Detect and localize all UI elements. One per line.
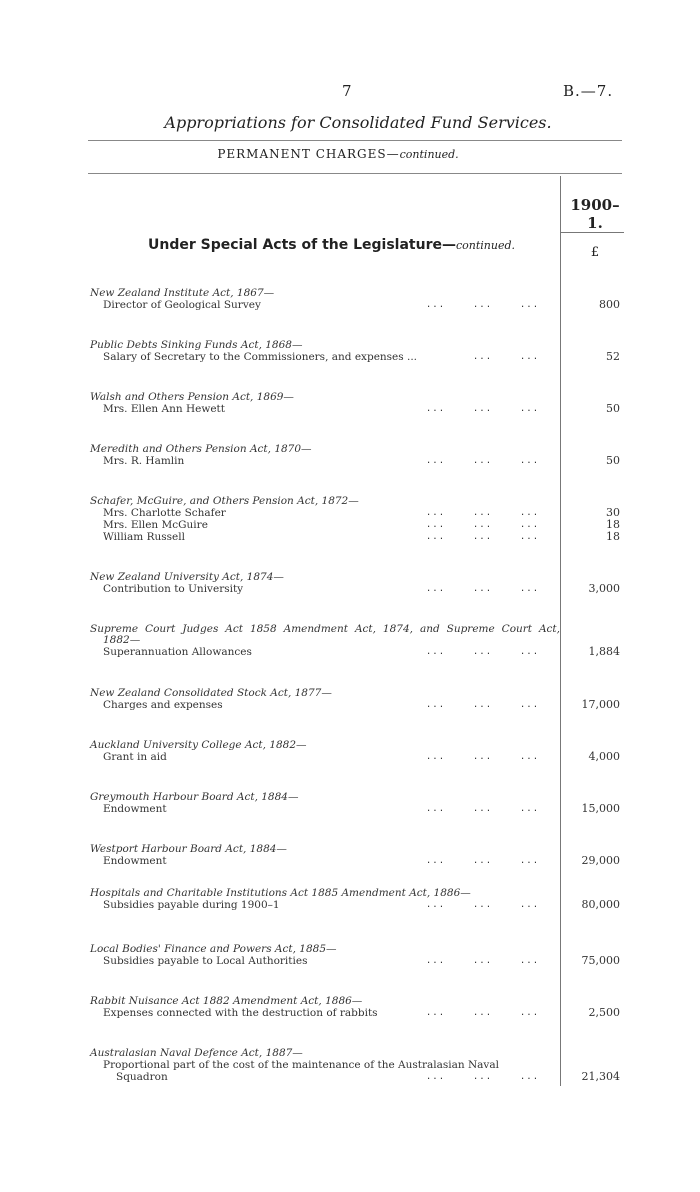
leader-dot-group: ... [425,647,446,657]
leader-dot-group: ... [519,584,540,594]
leader-dot-group: ... [519,900,540,910]
leader-dot-group: ... [519,300,540,310]
leader-dot-group: ... [472,404,493,414]
appropriation-entry [90,943,620,967]
amount-value: 52 [606,350,620,363]
leader-dot-group: ... [425,532,446,542]
appropriation-entry [90,887,620,911]
leader-dot-group: ... [519,856,540,866]
leader-dots [412,1071,554,1083]
item-label: Salary of Secretary to the Commissioners, and expenses ... [103,351,418,363]
leader-dots [412,803,554,815]
act-title: New Zealand Institute Act, 1867— [90,287,275,299]
leader-dot-group: ... [425,856,446,866]
appropriation-entry [90,995,620,1019]
leader-dots [412,955,554,967]
item-row [90,802,620,815]
item-label: Director of Geological Survey [103,299,261,311]
item-label: Mrs. Ellen Ann Hewett [103,403,225,415]
item-label: Subsidies payable to Local Authorities [103,955,308,967]
leader-dot-group: ... [425,804,446,814]
leader-dot-group: ... [472,804,493,814]
leader-dot-group: ... [472,856,493,866]
leader-dots [412,531,554,543]
item-row [90,402,620,415]
page-title: Appropriations for Consolidated Fund Services. [164,113,552,132]
section-heading [148,237,515,253]
leader-dots [412,507,554,519]
leader-dot-group: ... [519,520,540,530]
leader-dot-group: ... [472,456,493,466]
leader-dot-group: ... [519,700,540,710]
leader-dot-group: ... [472,352,493,362]
item-label: Mrs. Ellen McGuire [103,519,208,531]
item-label: Grant in aid [103,751,167,763]
item-row [90,350,620,363]
document-reference: B.—7. [563,82,614,100]
act-title: Auckland University College Act, 1882— [90,739,307,751]
amount-value: 80,000 [581,898,620,911]
leader-dot-group: ... [425,508,446,518]
leader-dots [412,699,554,711]
amount-value: 75,000 [581,954,620,967]
leader-dots [412,455,554,467]
amount-value: 2,500 [588,1006,620,1019]
leader-dots [412,299,554,311]
appropriation-entry [90,623,620,658]
amount-value: 3,000 [588,582,620,595]
act-title: Rabbit Nuisance Act 1882 Amendment Act, 1886— [90,995,363,1007]
leader-dot-group: ... [472,752,493,762]
item-row [90,750,620,763]
leader-dot-group: ... [472,900,493,910]
item-row [90,298,620,311]
appropriation-entry [90,843,620,867]
item-row [90,582,620,595]
act-title: Greymouth Harbour Board Act, 1884— [90,791,299,803]
amount-value: 18 [606,530,620,543]
amount-value: 29,000 [581,854,620,867]
item-label: Endowment [103,803,167,815]
act-title: Westport Harbour Board Act, 1884— [90,843,287,855]
appropriation-entry [90,791,620,815]
leader-dots [412,519,554,531]
act-title: Hospitals and Charitable Institutions Act 1885 Amendment Act, 1886— [90,887,471,899]
subtitle-main: PERMANENT CHARGES— [217,147,400,161]
amount-value: 800 [599,298,620,311]
subtitle-continued: continued. [399,148,459,161]
leader-dot-group: ... [519,752,540,762]
act-title: New Zealand Consolidated Stock Act, 1877— [90,687,332,699]
leader-dot-group: ... [425,700,446,710]
act-title: Public Debts Sinking Funds Act, 1868— [90,339,303,351]
item-row [90,506,620,519]
leader-dot-group: ... [425,900,446,910]
act-title: Supreme Court Judges Act 1858 Amendment Act, 1874, and Supreme Court Act, [90,623,560,635]
leader-dots [412,751,554,763]
currency-unit: £ [590,245,600,260]
appropriation-entry [90,443,620,467]
item-label: Superannuation Allowances [103,646,252,658]
leader-dot-group: ... [425,584,446,594]
leader-dot-group: ... [472,1072,493,1082]
item-row [90,1070,620,1083]
leader-dot-group: ... [472,647,493,657]
item-row [90,454,620,467]
leader-dot-group: ... [425,520,446,530]
appropriation-entry [90,1047,620,1083]
item-label: Endowment [103,855,167,867]
appropriation-entry [90,687,620,711]
appropriation-entry [90,339,620,363]
year-column-header: 1900–1. [570,196,620,232]
amount-value: 21,304 [581,1070,620,1083]
leader-dot-group: ... [519,456,540,466]
year-column-rule [561,232,624,233]
item-label: Subsidies payable during 1900–1 [103,899,280,911]
item-row [90,954,620,967]
leader-dot-group: ... [425,300,446,310]
leader-dot-group: ... [425,956,446,966]
amount-value: 1,884 [588,645,620,658]
leader-dot-group: ... [519,1072,540,1082]
leader-dots [412,1007,554,1019]
item-label: Squadron [116,1071,168,1083]
leader-dot-group: ... [519,508,540,518]
item-row [90,530,620,543]
leader-dots [412,855,554,867]
appropriation-entry [90,391,620,415]
item-label: Mrs. R. Hamlin [103,455,185,467]
act-title: Meredith and Others Pension Act, 1870— [90,443,312,455]
item-row [90,698,620,711]
leader-dots [459,351,554,363]
amount-value: 18 [606,518,620,531]
act-title: Australasian Naval Defence Act, 1887— [90,1047,303,1059]
appropriation-entry [90,571,620,595]
item-label: Mrs. Charlotte Schafer [103,507,226,519]
item-description: Proportional part of the cost of the maintenance of the Australasian Naval [103,1059,499,1071]
leader-dot-group: ... [519,956,540,966]
item-row [90,645,620,658]
column-divider [560,176,561,1086]
leader-dot-group: ... [519,804,540,814]
leader-dots [412,583,554,595]
leader-dot-group: ... [472,532,493,542]
amount-value: 15,000 [581,802,620,815]
act-title: Local Bodies' Finance and Powers Act, 1885— [90,943,337,955]
item-label: William Russell [103,531,185,543]
leader-dot-group: ... [519,1008,540,1018]
item-row [90,1006,620,1019]
page-number: 7 [342,82,352,100]
item-row [90,854,620,867]
amount-value: 4,000 [588,750,620,763]
title-rule [88,140,622,141]
leader-dot-group: ... [425,1072,446,1082]
leader-dots [412,646,554,658]
leader-dots [412,899,554,911]
amount-value: 50 [606,402,620,415]
leader-dot-group: ... [472,1008,493,1018]
act-title: Schafer, McGuire, and Others Pension Act, 1872— [90,495,359,507]
amount-value: 17,000 [581,698,620,711]
amount-value: 50 [606,454,620,467]
appropriation-entry [90,739,620,763]
leader-dot-group: ... [519,352,540,362]
item-label: Charges and expenses [103,699,223,711]
leader-dot-group: ... [472,584,493,594]
leader-dot-group: ... [425,1008,446,1018]
act-title-continued: 1882— [103,634,141,646]
amount-value: 30 [606,506,620,519]
leader-dot-group: ... [425,456,446,466]
appropriation-entry [90,495,620,543]
leader-dot-group: ... [425,752,446,762]
act-title: New Zealand University Act, 1874— [90,571,284,583]
item-row [90,898,620,911]
subtitle-rule [88,173,622,174]
leader-dot-group: ... [425,404,446,414]
item-label: Expenses connected with the destruction of rabbits [103,1007,378,1019]
leader-dots [412,403,554,415]
leader-dot-group: ... [519,647,540,657]
leader-dot-group: ... [519,404,540,414]
leader-dot-group: ... [472,700,493,710]
leader-dot-group: ... [519,532,540,542]
act-title: Walsh and Others Pension Act, 1869— [90,391,294,403]
page-subtitle [0,147,676,161]
leader-dot-group: ... [472,956,493,966]
leader-dot-group: ... [472,300,493,310]
leader-dot-group: ... [472,508,493,518]
section-heading-continued: continued. [455,239,515,252]
item-label: Contribution to University [103,583,244,595]
leader-dot-group: ... [472,520,493,530]
section-heading-text: Under Special Acts of the Legislature— [148,237,456,253]
item-row [90,518,620,531]
appropriation-entry [90,287,620,311]
